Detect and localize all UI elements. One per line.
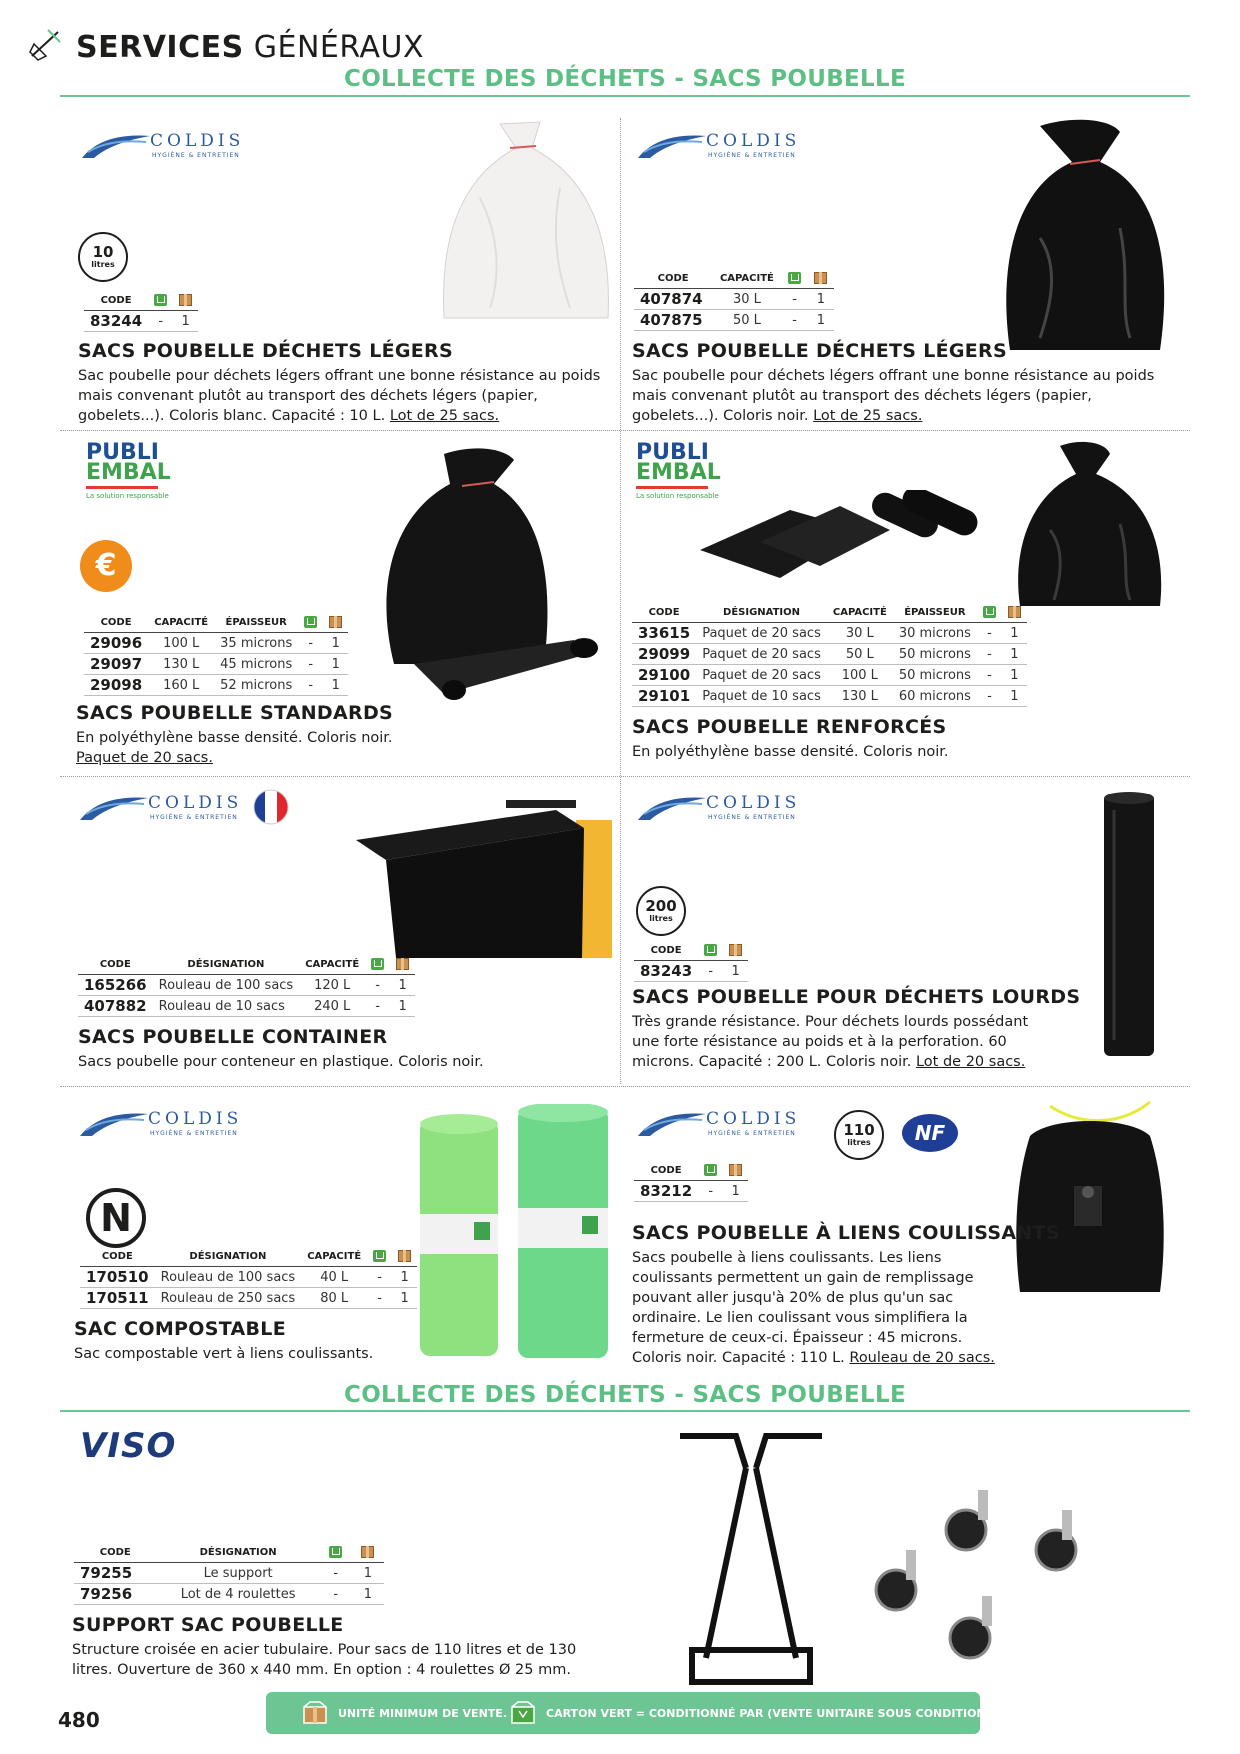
product-table-79255: CODE DÉSIGNATION 79255 Le support - 1 79256 Lot de 4 roulettes - 1 <box>74 1544 384 1605</box>
black-bag-image <box>1010 440 1170 610</box>
table-row[interactable]: 83244 - 1 <box>84 311 198 332</box>
row-divider <box>60 1086 1190 1087</box>
product-description: Structure croisée en acier tubulaire. Pour sacs de 110 litres et de 130 litres. Ouverture de 360 x 440 mm. En option : 4 roulettes Ø 25 mm. <box>72 1642 577 1678</box>
section-rule <box>60 95 1190 97</box>
viso-logo: VISO <box>80 1426 177 1466</box>
publiembal-logo: PUBLI EMBAL La solution responsable <box>636 440 721 500</box>
table-row[interactable]: 170510 Rouleau de 100 sacs 40 L - 1 <box>80 1267 417 1288</box>
table-row[interactable]: 165266 Rouleau de 100 sacs 120 L - 1 <box>78 975 415 996</box>
product-table-83212: CODE 83212 - 1 <box>634 1162 748 1202</box>
table-row[interactable]: 83243 - 1 <box>634 961 748 982</box>
capacity-badge: 200 litres <box>636 886 686 936</box>
flat-bags-rolls-image <box>700 490 990 590</box>
header-title-bold: SERVICES <box>76 30 244 65</box>
table-row[interactable]: 170511 Rouleau de 250 sacs 80 L - 1 <box>80 1288 417 1309</box>
nf-certification-icon: NF <box>902 1114 958 1152</box>
table-row[interactable]: 79256 Lot de 4 roulettes - 1 <box>74 1584 384 1605</box>
france-flag-icon <box>252 788 290 826</box>
table-row[interactable]: 29096 100 L 35 microns - 1 <box>84 633 348 654</box>
page-number: 480 <box>58 1708 100 1732</box>
product-table-165266: CODE DÉSIGNATION CAPACITÉ 165266 Rouleau de 100 sacs 120 L - 1 407882 Rouleau de 10 sacs 240 L - 1 <box>78 956 415 1017</box>
table-row[interactable]: 29101 Paquet de 10 sacs 130 L 60 microns - 1 <box>632 686 1027 707</box>
product-table-83243: CODE 83243 - 1 <box>634 942 748 982</box>
casters-image <box>866 1470 1096 1670</box>
product-description: Très grande résistance. Pour déchets lourds possédant une forte résistance au poids et à la perforation. 60 microns. Capacité : 200 L. Coloris noir. Lot de 20 sacs. <box>632 1014 1029 1070</box>
table-row[interactable]: 29097 130 L 45 microns - 1 <box>84 654 348 675</box>
product-description: Sacs poubelle pour conteneur en plastique. Coloris noir. <box>78 1054 484 1070</box>
bag-support-stand-image <box>676 1428 826 1690</box>
product-title: SACS POUBELLE DÉCHETS LÉGERS <box>632 340 1007 362</box>
coldis-logo: COLDIS HYGIÈNE & ENTRETIEN <box>636 126 796 166</box>
product-title: SACS POUBELLE RENFORCÉS <box>632 716 947 738</box>
section-title: COLLECTE DES DÉCHETS - SACS POUBELLE <box>344 66 906 92</box>
coldis-logo: COLDIS HYGIÈNE & ENTRETIEN <box>80 126 240 166</box>
carton-icon <box>302 1701 328 1725</box>
product-description: Sac poubelle pour déchets légers offrant une bonne résistance au poids mais convenant plutôt au transport des déchets légers (papier, gobelets...). Coloris blanc. Capacité : 10 L. Lot de 25 sacs. <box>78 368 601 424</box>
product-description: Sac poubelle pour déchets légers offrant une bonne résistance au poids mais convenant plutôt au transport des déchets légers (papier, gobelets...). Coloris noir. Lot de 25 sacs. <box>632 368 1155 424</box>
section-rule <box>60 1410 1190 1412</box>
carton-icon <box>179 294 192 306</box>
product-title: SUPPORT SAC POUBELLE <box>72 1614 344 1636</box>
product-title: SACS POUBELLE DÉCHETS LÉGERS <box>78 340 453 362</box>
publiembal-logo: PUBLI EMBAL La solution responsable <box>86 440 171 500</box>
coldis-logo: COLDIS HYGIÈNE & ENTRETIEN <box>78 788 238 828</box>
product-table-29096: CODE CAPACITÉ ÉPAISSEUR 29096 100 L 35 microns - 1 29097 130 L 45 microns - 1 29098 160 L 52 microns - 1 <box>84 614 348 696</box>
table-row[interactable]: 407874 30 L - 1 <box>634 289 834 310</box>
product-table-83244: CODE 83244 - 1 <box>84 292 198 332</box>
row-divider <box>60 776 1190 777</box>
product-table-170510: CODE DÉSIGNATION CAPACITÉ 170510 Rouleau de 100 sacs 40 L - 1 170511 Rouleau de 250 sacs 80 L - 1 <box>80 1248 417 1309</box>
product-table-33615: CODE DÉSIGNATION CAPACITÉ ÉPAISSEUR 33615 Paquet de 20 sacs 30 L 30 microns - 1 29099 Paquet de 20 sacs 50 L 50 microns - 1 29100 Paquet de 20 sacs 100 L 50 microns - 1 29101 Paquet de 10 sacs 130 L 60 microns - 1 <box>632 604 1027 707</box>
compostable-n-icon: N <box>86 1188 146 1248</box>
product-table-407874: CODE CAPACITÉ 407874 30 L - 1 407875 50 L - 1 <box>634 270 834 331</box>
white-bag-image <box>440 118 610 324</box>
container-bag-image <box>356 790 612 958</box>
drawstring-bag-image <box>1010 1096 1170 1296</box>
euro-icon: € <box>80 540 132 592</box>
heavy-bag-roll-image <box>1100 790 1158 1060</box>
legend-bar <box>266 1692 995 1734</box>
product-description: En polyéthylène basse densité. Coloris noir. <box>632 744 949 760</box>
compostable-rolls-image <box>414 1104 610 1360</box>
table-row[interactable]: 79255 Le support - 1 <box>74 1563 384 1584</box>
table-row[interactable]: 29100 Paquet de 20 sacs 100 L 50 microns - 1 <box>632 665 1027 686</box>
green-carton-icon <box>510 1701 536 1725</box>
table-row[interactable]: 83212 - 1 <box>634 1181 748 1202</box>
product-title: SACS POUBELLE POUR DÉCHETS LOURDS <box>632 986 1081 1008</box>
coldis-swoosh-icon <box>80 130 152 160</box>
header-title-light: GÉNÉRAUX <box>253 30 425 65</box>
table-row[interactable]: 29099 Paquet de 20 sacs 50 L 50 microns - 1 <box>632 644 1027 665</box>
product-description: Sac compostable vert à liens coulissants. <box>74 1346 374 1362</box>
table-row[interactable]: 33615 Paquet de 20 sacs 30 L 30 microns - 1 <box>632 623 1027 644</box>
coldis-logo: COLDIS HYGIÈNE & ENTRETIEN <box>78 1104 238 1144</box>
row-divider <box>60 430 1190 431</box>
coldis-logo: COLDIS HYGIÈNE & ENTRETIEN <box>636 1104 796 1144</box>
product-description: Sacs poubelle à liens coulissants. Les liens coulissants permettent un gain de remplissage pouvant aller jusqu'à 20% de plus qu'un sac ordinaire. Le lien coulissant vous simplifiera la fermeture de ceux-ci. Épaisseur : 45 microns. Coloris noir. Capacité : 110 L. Rouleau de 20 sacs. <box>632 1250 995 1366</box>
page-header-title <box>76 30 424 65</box>
column-divider <box>620 118 621 1084</box>
table-row[interactable]: 29098 160 L 52 microns - 1 <box>84 675 348 696</box>
table-row[interactable]: 407882 Rouleau de 10 sacs 240 L - 1 <box>78 996 415 1017</box>
section-title: COLLECTE DES DÉCHETS - SACS POUBELLE <box>344 1382 906 1408</box>
product-title: SACS POUBELLE CONTAINER <box>78 1026 388 1048</box>
green-carton-icon <box>154 294 167 306</box>
black-bag-roll-image <box>374 444 604 710</box>
legend-min-unit: UNITÉ MINIMUM DE VENTE. <box>338 1706 507 1720</box>
product-title: SAC COMPOSTABLE <box>74 1318 286 1340</box>
legend-green-carton: CARTON VERT = CONDITIONNÉ PAR (VENTE UNITAIRE SOUS CONDITION). <box>546 1706 995 1720</box>
broom-icon <box>28 26 64 62</box>
product-title: SACS POUBELLE STANDARDS <box>76 702 393 724</box>
product-description: En polyéthylène basse densité. Coloris noir. Paquet de 20 sacs. <box>76 730 393 766</box>
black-bag-image <box>1000 118 1170 358</box>
capacity-badge: 110 litres <box>834 1110 884 1160</box>
product-title: SACS POUBELLE À LIENS COULISSANTS <box>632 1222 1060 1244</box>
table-row[interactable]: 407875 50 L - 1 <box>634 310 834 331</box>
coldis-logo: COLDIS HYGIÈNE & ENTRETIEN <box>636 788 796 828</box>
capacity-badge: 10 litres <box>78 232 128 282</box>
